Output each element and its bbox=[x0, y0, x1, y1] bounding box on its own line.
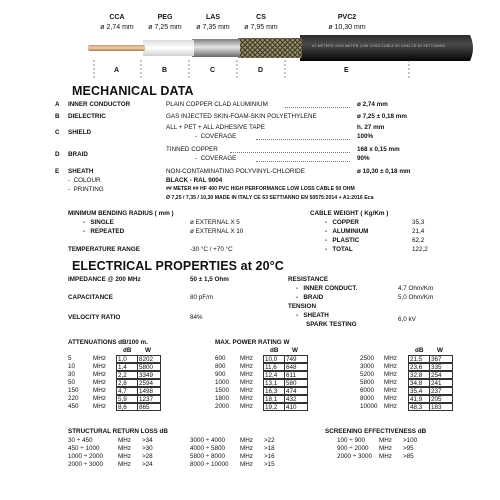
weight-aluminium-value: 21,4 bbox=[412, 228, 425, 235]
frequency-range: 2000 ÷ 3000 bbox=[337, 453, 372, 460]
unit: MHz bbox=[384, 355, 397, 362]
frequency-range: 8000 ÷ 10000 bbox=[190, 461, 229, 468]
row-letter-e: E bbox=[55, 168, 60, 175]
shield-coverage-value: 100% bbox=[357, 133, 374, 140]
attenuation-title: ATTENUATIONS dB/100 m. bbox=[68, 339, 148, 346]
w-value: 237 bbox=[429, 387, 453, 395]
unit: MHz bbox=[93, 395, 106, 402]
frequency: 10000 bbox=[360, 403, 378, 410]
weight-copper-label: - COPPER bbox=[325, 219, 359, 226]
db-value: 10,0 bbox=[263, 355, 285, 363]
sheath-layer bbox=[300, 35, 473, 61]
capacitance-label: CAPACITANCE bbox=[68, 294, 113, 301]
loss-value: >100 bbox=[403, 437, 418, 444]
db-value: 23,6 bbox=[408, 363, 430, 371]
frequency: 150 bbox=[68, 387, 79, 394]
section-dividers bbox=[0, 60, 500, 82]
frequency-range: 3000 ÷ 4000 bbox=[190, 437, 225, 444]
layer-dim-cs: ø 7,95 mm bbox=[244, 24, 278, 31]
frequency: 5 bbox=[68, 355, 72, 362]
frequency: 1000 bbox=[215, 379, 230, 386]
frequency: 5800 bbox=[360, 379, 375, 386]
row-desc-inner-conductor: PLAIN COPPER CLAD ALUMINIUM bbox=[166, 101, 268, 108]
db-value: 1,4 bbox=[116, 363, 138, 371]
capacitance-value: 80 pF/m bbox=[190, 294, 214, 301]
screening-title: SCREENING EFFECTIVENESS dB bbox=[325, 428, 427, 435]
frequency: 450 bbox=[68, 403, 79, 410]
w-value: 865 bbox=[137, 403, 161, 411]
bending-repeated-value: ø EXTERNAL X 10 bbox=[190, 228, 244, 235]
loss-value: >28 bbox=[142, 453, 153, 460]
row-desc-shield: ALL + PET + ALL ADHESIVE TAPE bbox=[166, 124, 265, 131]
frequency: 1800 bbox=[215, 395, 230, 402]
layer-dim-pvc2: ø 10,30 mm bbox=[328, 24, 366, 31]
w-value: 254 bbox=[429, 371, 453, 379]
db-value: 48,3 bbox=[408, 403, 430, 411]
w-value: 183 bbox=[429, 403, 453, 411]
bending-single-label: - SINGLE bbox=[83, 219, 114, 226]
layer-dim-peg: ø 7,25 mm bbox=[148, 24, 182, 31]
w-value: 2594 bbox=[137, 379, 161, 387]
loss-value: >85 bbox=[403, 453, 414, 460]
unit: MHz bbox=[118, 437, 131, 444]
w-value: 205 bbox=[429, 395, 453, 403]
row-value-dielectric: ø 7,25 ± 0,18 mm bbox=[357, 113, 408, 120]
row-value-inner-conductor: ø 2,74 mm bbox=[357, 101, 388, 108]
db-value: 2,2 bbox=[116, 371, 138, 379]
velocity-label: VELOCITY RATIO bbox=[68, 314, 121, 321]
resistance-title: RESISTANCE bbox=[288, 276, 329, 283]
w-value: 1498 bbox=[137, 387, 161, 395]
w-value: 432 bbox=[284, 395, 308, 403]
loss-value: >15 bbox=[264, 461, 275, 468]
w-value: 8202 bbox=[137, 355, 161, 363]
col-header-w: W bbox=[292, 347, 298, 354]
inner-conduct-value: 4,7 Ohm/Km bbox=[398, 285, 434, 292]
w-value: 367 bbox=[429, 355, 453, 363]
db-value: 2,8 bbox=[116, 379, 138, 387]
braid-resistance-label: - BRAID bbox=[296, 294, 324, 301]
layer-name-pvc2: PVC2 bbox=[337, 14, 357, 21]
section-letter-a: A bbox=[114, 67, 120, 74]
frequency: 220 bbox=[68, 395, 79, 402]
unit: MHz bbox=[93, 387, 106, 394]
unit: MHz bbox=[240, 371, 253, 378]
colour-label: - COLOUR bbox=[68, 177, 101, 184]
row-label-braid: BRAID bbox=[68, 151, 88, 158]
frequency-range: 4000 ÷ 5800 bbox=[190, 445, 225, 452]
w-value: 241 bbox=[429, 379, 453, 387]
unit: MHz bbox=[240, 363, 253, 370]
layer-dim-las: ø 7,35 mm bbox=[196, 24, 230, 31]
layer-name-peg: PEG bbox=[157, 14, 173, 21]
section-letter-e: E bbox=[344, 67, 349, 74]
frequency: 30 bbox=[68, 371, 76, 378]
db-value: 32,8 bbox=[408, 371, 430, 379]
db-value: 12,4 bbox=[263, 371, 285, 379]
w-value: 410 bbox=[284, 403, 308, 411]
col-header-w: W bbox=[145, 347, 151, 354]
frequency: 600 bbox=[215, 355, 226, 362]
unit: MHz bbox=[240, 461, 253, 468]
braid-coverage-label: - COVERAGE bbox=[195, 155, 237, 162]
row-desc-sheath: NON-CONTAMINATING POLYVINYL-CHLORIDE bbox=[166, 168, 305, 175]
frequency: 900 bbox=[215, 371, 226, 378]
w-value: 1237 bbox=[137, 395, 161, 403]
unit: MHz bbox=[384, 387, 397, 394]
db-value: 11,6 bbox=[263, 363, 285, 371]
unit: MHz bbox=[379, 445, 392, 452]
unit: MHz bbox=[384, 363, 397, 370]
loss-value: >30 bbox=[142, 445, 153, 452]
db-value: 35,4 bbox=[408, 387, 430, 395]
braid-coverage-value: 90% bbox=[357, 155, 370, 162]
impedance-label: IMPEDANCE @ 200 MHz bbox=[68, 276, 141, 283]
bending-single-value: ø EXTERNAL X 5 bbox=[190, 219, 240, 226]
spark-testing-label: SPARK TESTING bbox=[306, 321, 357, 328]
impedance-value: 50 ± 1,5 Ohm bbox=[190, 276, 229, 283]
w-value: 335 bbox=[429, 363, 453, 371]
section-letter-b: B bbox=[162, 67, 168, 74]
dielectric-layer bbox=[143, 40, 194, 56]
w-value: 474 bbox=[284, 387, 308, 395]
inner-conduct-label: - INNER CONDUCT. bbox=[296, 285, 358, 292]
db-value: 8,6 bbox=[116, 403, 138, 411]
unit: MHz bbox=[384, 371, 397, 378]
db-value: 21,5 bbox=[408, 355, 430, 363]
col-header-w: W bbox=[437, 347, 443, 354]
printing-label: - PRINTING bbox=[68, 186, 104, 193]
temperature-label: TEMPERATURE RANGE bbox=[68, 246, 140, 253]
row-label-shield: SHIELD bbox=[68, 129, 92, 136]
section-letter-d: D bbox=[258, 67, 264, 74]
frequency: 8000 bbox=[360, 395, 375, 402]
unit: MHz bbox=[118, 461, 131, 468]
unit: MHz bbox=[240, 437, 253, 444]
weight-total-label: - TOTAL bbox=[325, 246, 353, 253]
unit: MHz bbox=[379, 453, 392, 460]
unit: MHz bbox=[240, 355, 253, 362]
section-letter-c: C bbox=[210, 67, 216, 74]
printing-line-1: ## METER ## HF 400 PVC HIGH PERFORMANCE LOW LOSS CABLE 50 OHM bbox=[166, 186, 355, 192]
unit: MHz bbox=[93, 403, 106, 410]
frequency: 2500 bbox=[360, 355, 375, 362]
db-value: 18,1 bbox=[263, 395, 285, 403]
unit: MHz bbox=[93, 371, 106, 378]
db-value: 34,8 bbox=[408, 379, 430, 387]
unit: MHz bbox=[240, 395, 253, 402]
frequency-range: 5800 ÷ 8000 bbox=[190, 453, 225, 460]
layer-name-las: LAS bbox=[206, 14, 220, 21]
frequency: 6000 bbox=[360, 387, 375, 394]
frequency: 3000 bbox=[360, 363, 375, 370]
weight-total-value: 122,2 bbox=[412, 246, 428, 253]
loss-value: >24 bbox=[142, 461, 153, 468]
row-letter-a: A bbox=[55, 101, 60, 108]
mechanical-title: MECHANICAL DATA bbox=[72, 84, 194, 98]
weight-plastic-label: - PLASTIC bbox=[325, 237, 360, 244]
layer-name-cs: CS bbox=[256, 14, 266, 21]
db-value: 41,9 bbox=[408, 395, 430, 403]
unit: MHz bbox=[93, 355, 106, 362]
loss-value: >18 bbox=[264, 445, 275, 452]
frequency: 10 bbox=[68, 363, 76, 370]
unit: MHz bbox=[384, 395, 397, 402]
layer-dim-cca: ø 2,74 mm bbox=[100, 24, 134, 31]
unit: MHz bbox=[93, 363, 106, 370]
shield-coverage-label: - COVERAGE bbox=[195, 133, 237, 140]
frequency: 5200 bbox=[360, 371, 375, 378]
row-letter-b: B bbox=[55, 113, 60, 120]
w-value: 3349 bbox=[137, 371, 161, 379]
row-desc-braid: TINNED COPPER bbox=[166, 146, 218, 153]
row-letter-d: D bbox=[55, 151, 60, 158]
unit: MHz bbox=[118, 453, 131, 460]
cable-print: #1 METERS 1000 METER LOW LOSS CABLE 50 OHM CE 63 SETT/ANNO bbox=[312, 44, 446, 48]
unit: MHz bbox=[118, 445, 131, 452]
electrical-title: ELECTRICAL PROPERTIES at 20°C bbox=[72, 259, 284, 273]
frequency: 2000 bbox=[215, 403, 230, 410]
unit: MHz bbox=[240, 403, 253, 410]
velocity-value: 84% bbox=[190, 314, 203, 321]
unit: MHz bbox=[240, 453, 253, 460]
db-value: 1,0 bbox=[116, 355, 138, 363]
w-value: 749 bbox=[284, 355, 308, 363]
weight-aluminium-label: - ALUMINIUM bbox=[325, 228, 369, 235]
loss-value: >34 bbox=[142, 437, 153, 444]
tape-layer bbox=[192, 39, 240, 57]
sheath-tension-value: 6,0 kV bbox=[398, 316, 416, 323]
unit: MHz bbox=[379, 437, 392, 444]
layer-name-cca: CCA bbox=[109, 14, 125, 21]
row-value-shield: h. 27 mm bbox=[357, 124, 385, 131]
unit: MHz bbox=[240, 445, 253, 452]
weight-plastic-value: 62,2 bbox=[412, 237, 425, 244]
tension-title: TENSION bbox=[288, 303, 316, 310]
frequency-range: 900 ÷ 2000 bbox=[337, 445, 369, 452]
frequency-range: 2000 ÷ 3000 bbox=[68, 461, 103, 468]
frequency-range: 1000 ÷ 2000 bbox=[68, 453, 103, 460]
braid-resistance-value: 5,0 Ohm/Km bbox=[398, 294, 434, 301]
unit: MHz bbox=[384, 379, 397, 386]
loss-value: >16 bbox=[264, 453, 275, 460]
w-value: 5800 bbox=[137, 363, 161, 371]
weight-copper-value: 35,3 bbox=[412, 219, 425, 226]
row-label-inner-conductor: INNER CONDUCTOR bbox=[68, 101, 131, 108]
inner-conductor bbox=[88, 45, 145, 51]
bending-repeated-label: - REPEATED bbox=[83, 228, 125, 235]
w-value: 580 bbox=[284, 379, 308, 387]
row-label-dielectric: DIELECTRIC bbox=[68, 113, 106, 120]
w-value: 611 bbox=[284, 371, 308, 379]
col-header-db: dB bbox=[123, 347, 132, 354]
printing-line-2: Ø 7,25 / 7,35 / 10,30 MADE IN ITALY CE 63 SETT/ANNO EN 50575:2014 + A1:2016 Eca bbox=[166, 195, 374, 201]
frequency: 50 bbox=[68, 379, 76, 386]
power-rating-title: MAX. POWER RATING W bbox=[215, 339, 290, 346]
frequency: 1500 bbox=[215, 387, 230, 394]
weight-title: CABLE WEIGHT ( Kg/Km ) bbox=[310, 210, 389, 217]
frequency: 800 bbox=[215, 363, 226, 370]
frequency-range: 100 ÷ 900 bbox=[337, 437, 365, 444]
colour-value: BLACK - RAL 9004 bbox=[166, 177, 223, 184]
frequency-range: 30 ÷ 450 bbox=[68, 437, 93, 444]
sheath-tension-label: - SHEATH bbox=[296, 312, 329, 319]
unit: MHz bbox=[384, 403, 397, 410]
w-value: 648 bbox=[284, 363, 308, 371]
row-value-sheath: ø 10,30 ± 0,18 mm bbox=[357, 168, 411, 175]
col-header-db: dB bbox=[415, 347, 424, 354]
loss-value: >22 bbox=[264, 437, 275, 444]
row-letter-c: C bbox=[55, 129, 60, 136]
row-desc-dielectric: GAS INJECTED SKIN-FOAM-SKIN POLYETHYLENE bbox=[166, 113, 317, 120]
loss-value: >95 bbox=[403, 445, 414, 452]
bending-title: MINIMUM BENDING RADIUS ( mm ) bbox=[68, 210, 174, 217]
db-value: 5,9 bbox=[116, 395, 138, 403]
db-value: 4,7 bbox=[116, 387, 138, 395]
db-value: 19,2 bbox=[263, 403, 285, 411]
row-value-braid: 168 x 0,15 mm bbox=[357, 146, 400, 153]
db-value: 13,1 bbox=[263, 379, 285, 387]
temperature-value: -30 °C / +70 °C bbox=[190, 246, 233, 253]
return-loss-title: STRUCTURAL RETURN LOSS dB bbox=[68, 428, 168, 435]
frequency-range: 450 ÷ 1000 bbox=[68, 445, 100, 452]
unit: MHz bbox=[240, 379, 253, 386]
unit: MHz bbox=[93, 379, 106, 386]
row-label-sheath: SHEATH bbox=[68, 168, 94, 175]
unit: MHz bbox=[240, 387, 253, 394]
braid-layer bbox=[238, 38, 302, 58]
db-value: 16,3 bbox=[263, 387, 285, 395]
col-header-db: dB bbox=[270, 347, 279, 354]
